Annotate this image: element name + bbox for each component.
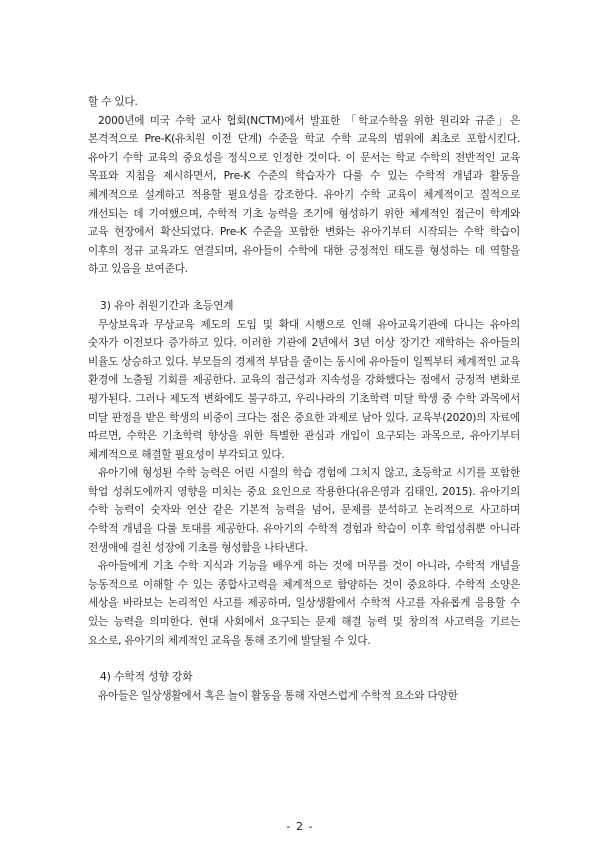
- paragraph-section3-1: 무상보육과 무상교육 제도의 도입 및 확대 시행으로 인해 유아교육기관에 다니는 유아의 숫자가 이전보다 증가하고 있다. 이러한 기관에 2년에서 3년 이상 장기간 재학하는 유아들의 비율도 상승하고 있다. 부모들의 경제적 부담을 줄이는 동시에 유아들이 일찍부터 체계적인 교육 환경에 노출될 기회를 제공한다. 교육의 접근성과 지속성을 강화했다는 점에서 긍정적 변화로 평가된다. 그러나 제도적 변화에도 불구하고, 우리나라의 기초학력 미달 학생 중 수학 과목에서 미달 판정을 받은 학생의 비중이 크다는 점은 중요한 과제로 남아 있다. 교육부(2020)의 자료에 따르면, 수학은 기초학력 향상을 위한 특별한 관심과 개입이 요구되는 과목으로, 유아기부터 체계적으로 해결할 필요성이 부각되고 있다.: [88, 318, 520, 461]
- section-heading-4: 4) 수학적 성향 강화: [100, 671, 193, 684]
- paragraph-section4-1: 유아들은 일상생활에서 혹은 놀이 활동을 통해 자연스럽게 수학적 요소와 다양한: [98, 689, 458, 702]
- paragraph-continuation: 할 수 있다.: [88, 96, 138, 108]
- section-gap: [88, 279, 520, 297]
- section-gap: [88, 650, 520, 668]
- section-heading-3: 3) 유아 취원기간과 초등연계: [100, 299, 234, 312]
- document-page: [88, 93, 520, 705]
- paragraph-section3-2: 유아기에 형성된 수학 능력은 어린 시절의 학습 경험에 그치지 않고, 초등학교 시기를 포함한 학업 성취도에까지 영향을 미치는 중요 요인으로 작용한다(유은영과 김태인, 2015). 유아기의 수학 능력이 숫자와 연산 같은 기본적 능력을 넘어, 문제를 분석하고 논리적으로 사고하며 수학적 개념을 다룰 토대를 제공한다. 유아기의 수학적 경험과 학습이 이후 학업성취뿐 아니라 전생애에 걸친 성장에 기초를 형성함을 나타낸다.: [88, 467, 520, 554]
- paragraph-nctm: 2000년에 미국 수학 교사 협회(NCTM)에서 발표한 「학교수학을 위한 원리와 규준」은 본격적으로 Pre-K(유치원 이전 단계) 수준을 학교 수학 교육의 범위에 최초로 포함시킨다. 유아기 수학 교육의 중요성을 정식으로 인정한 것이다. 이 문서는 학교 수학의 전반적인 교육 목표와 지침을 제시하면서, Pre-K 수준의 학습자가 다룰 수 있는 수학적 개념과 활동을 체계적으로 설계하고 적용할 필요성을 강조한다. 유아기 수학 교육이 체계적이고 질적으로 개선되는 데 기여했으며, 수학적 기초 능력을 조기에 형성하기 위한 체계적인 접근이 학계와 교육 현장에서 확산되었다. Pre-K 수준을 포함한 변화는 유아기부터 시작되는 수학 학습이 이후의 정규 교육과도 연결되며, 유아들이 수학에 대한 긍정적인 태도를 형성하는 데 역할을 하고 있음을 보여준다.: [88, 114, 520, 276]
- paragraph-section3-3: 유아들에게 기초 수학 지식과 기능을 배우게 하는 것에 머무를 것이 아니라, 수학적 개념을 능동적으로 이해할 수 있는 종합사고력을 체계적으로 함양하는 것이 중요하다. 수학적 소양은 세상을 바라보는 논리적인 사고를 제공하며, 일상생활에서 수학적 사고를 자유롭게 응용할 수 있는 능력을 의미한다. 현대 사회에서 요구되는 문제 해결 능력 및 창의적 사고력을 기르는 요소로, 유아기의 체계적인 교육을 통해 조기에 발달될 수 있다.: [88, 560, 520, 647]
- page-number: - 2 -: [286, 820, 314, 833]
